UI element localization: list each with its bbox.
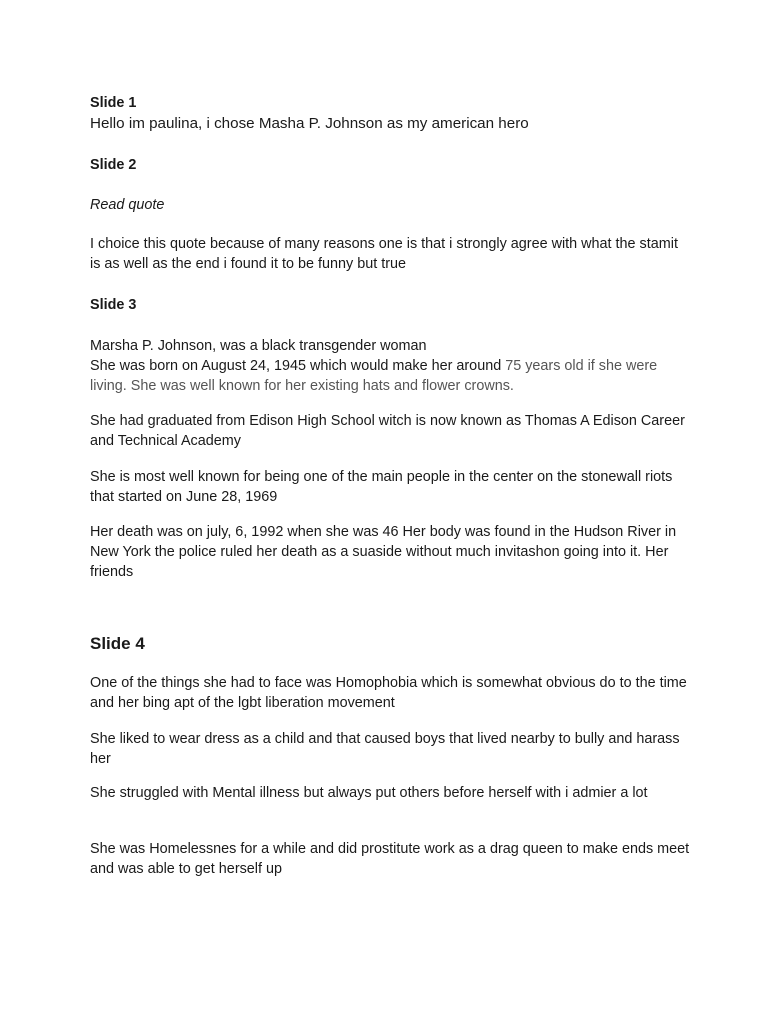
slide1-text: Hello im paulina, i chose Masha P. Johnson as my american hero (90, 115, 529, 132)
slide4-paragraph-1: One of the things she had to face was Homophobia which is somewhat obvious do to the time and her bing apt of the lgbt liberation movement (90, 675, 687, 711)
slide4-paragraph-3: She struggled with Mental illness but always put others before herself with i admier a lot (90, 785, 648, 801)
slide3-p1-line1: Marsha P. Johnson, was a black transgender woman (90, 338, 427, 354)
slide2-quote-note: Read quote (90, 197, 165, 213)
slide4-paragraph-4: She was Homelessnes for a while and did prostitute work as a drag queen to make ends meet and was able to get herself up (90, 841, 690, 877)
slide3-p1-line2a: She was born on August 24, 1945 which would make her around (90, 358, 506, 374)
slide3-heading: Slide 3 (90, 297, 137, 313)
slide3-paragraph-1 (90, 336, 690, 396)
slide3-p1-line2b: 75 years old if she were living. She was well known for her existing hats and flower crowns. (90, 358, 658, 394)
slide3-paragraph-3: She is most well known for being one of the main people in the center on the stonewall riots that started on June 28, 1969 (90, 469, 673, 505)
slide2-heading: Slide 2 (90, 157, 137, 173)
slide4-paragraph-2: She liked to wear dress as a child and that caused boys that lived nearby to bully and harass her (90, 731, 680, 767)
slide4-heading: Slide 4 (90, 634, 145, 653)
slide3-paragraph-2: She had graduated from Edison High School witch is now known as Thomas A Edison Career and Technical Academy (90, 413, 685, 449)
slide3-paragraph-4: Her death was on july, 6, 1992 when she was 46 Her body was found in the Hudson River in New York the police ruled her death as a suaside without much invitashon going into it. Her friends (90, 524, 677, 580)
slide1-heading: Slide 1 (90, 95, 137, 111)
slide2-text: I choice this quote because of many reasons one is that i strongly agree with what the stamit is as well as the end i found it to be funny but true (90, 236, 678, 272)
